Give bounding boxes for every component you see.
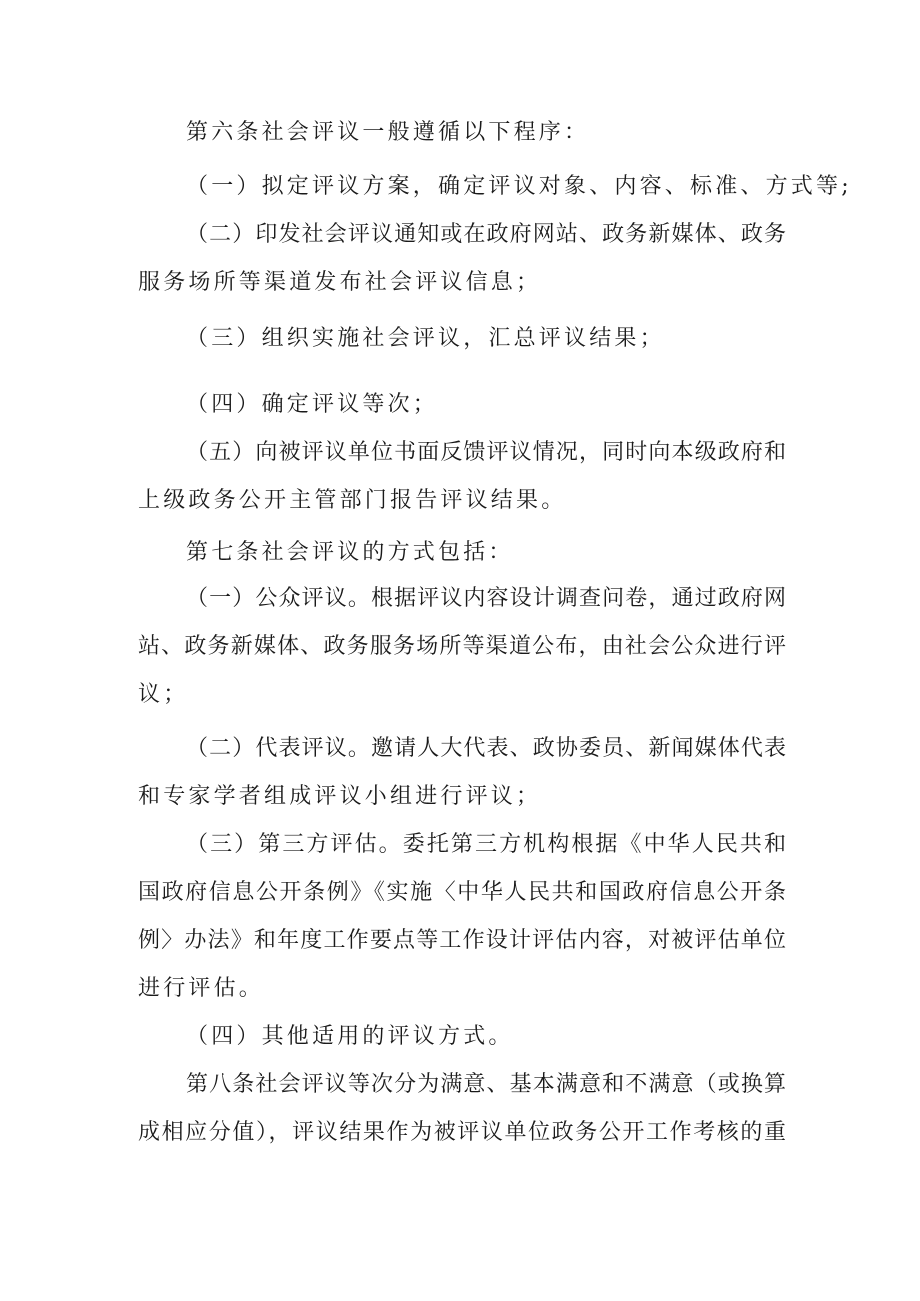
- article-6-item-4: （四）确定评议等次；: [186, 392, 439, 417]
- article-7-item-3-line-4: 进行评估。: [138, 976, 265, 1001]
- article-7-item-2-line-2: 和专家学者组成评议小组进行评议；: [138, 784, 542, 809]
- article-6-item-5-line-1: （五）向被评议单位书面反馈评议情况，同时向本级政府和: [186, 440, 786, 465]
- article-7-item-3-line-1: （三）第三方评估。委托第三方机构根据《中华人民共和: [186, 832, 786, 857]
- article-6-item-1: （一）拟定评议方案，确定评议对象、内容、标准、方式等;: [186, 174, 852, 199]
- article-7-item-4: （四）其他适用的评议方式。: [186, 1024, 514, 1049]
- article-7-item-1-line-3: 议；: [138, 682, 189, 707]
- article-7-item-3-line-2: 国政府信息公开条例》《实施〈中华人民共和国政府信息公开条: [138, 880, 786, 905]
- article-7-heading: 第七条社会评议的方式包括：: [186, 540, 514, 565]
- article-6-heading: 第六条社会评议一般遵循以下程序：: [186, 120, 590, 145]
- article-8-line-1: 第八条社会评议等次分为满意、基本满意和不满意（或换算: [186, 1072, 786, 1097]
- article-6-item-2-line-2: 服务场所等渠道发布社会评议信息；: [138, 270, 542, 295]
- article-6-item-5-line-2: 上级政务公开主管部门报告评议结果。: [138, 488, 567, 513]
- article-6-item-2-line-1: （二）印发社会评议通知或在政府网站、政务新媒体、政务: [186, 222, 786, 247]
- article-7-item-2-line-1: （二）代表评议。邀请人大代表、政协委员、新闻媒体代表: [186, 736, 786, 761]
- article-7-item-3-line-3: 例〉办法》和年度工作要点等工作设计评估内容，对被评估单位: [138, 928, 786, 953]
- article-6-item-3: （三）组织实施社会评议，汇总评议结果；: [186, 326, 665, 351]
- article-8-line-2: 成相应分值），评议结果作为被评议单位政务公开工作考核的重: [138, 1120, 786, 1145]
- article-7-item-1-line-1: （一）公众评议。根据评议内容设计调查问卷，通过政府网: [186, 586, 786, 611]
- article-7-item-1-line-2: 站、政务新媒体、政务服务场所等渠道公布，由社会公众进行评: [138, 634, 786, 659]
